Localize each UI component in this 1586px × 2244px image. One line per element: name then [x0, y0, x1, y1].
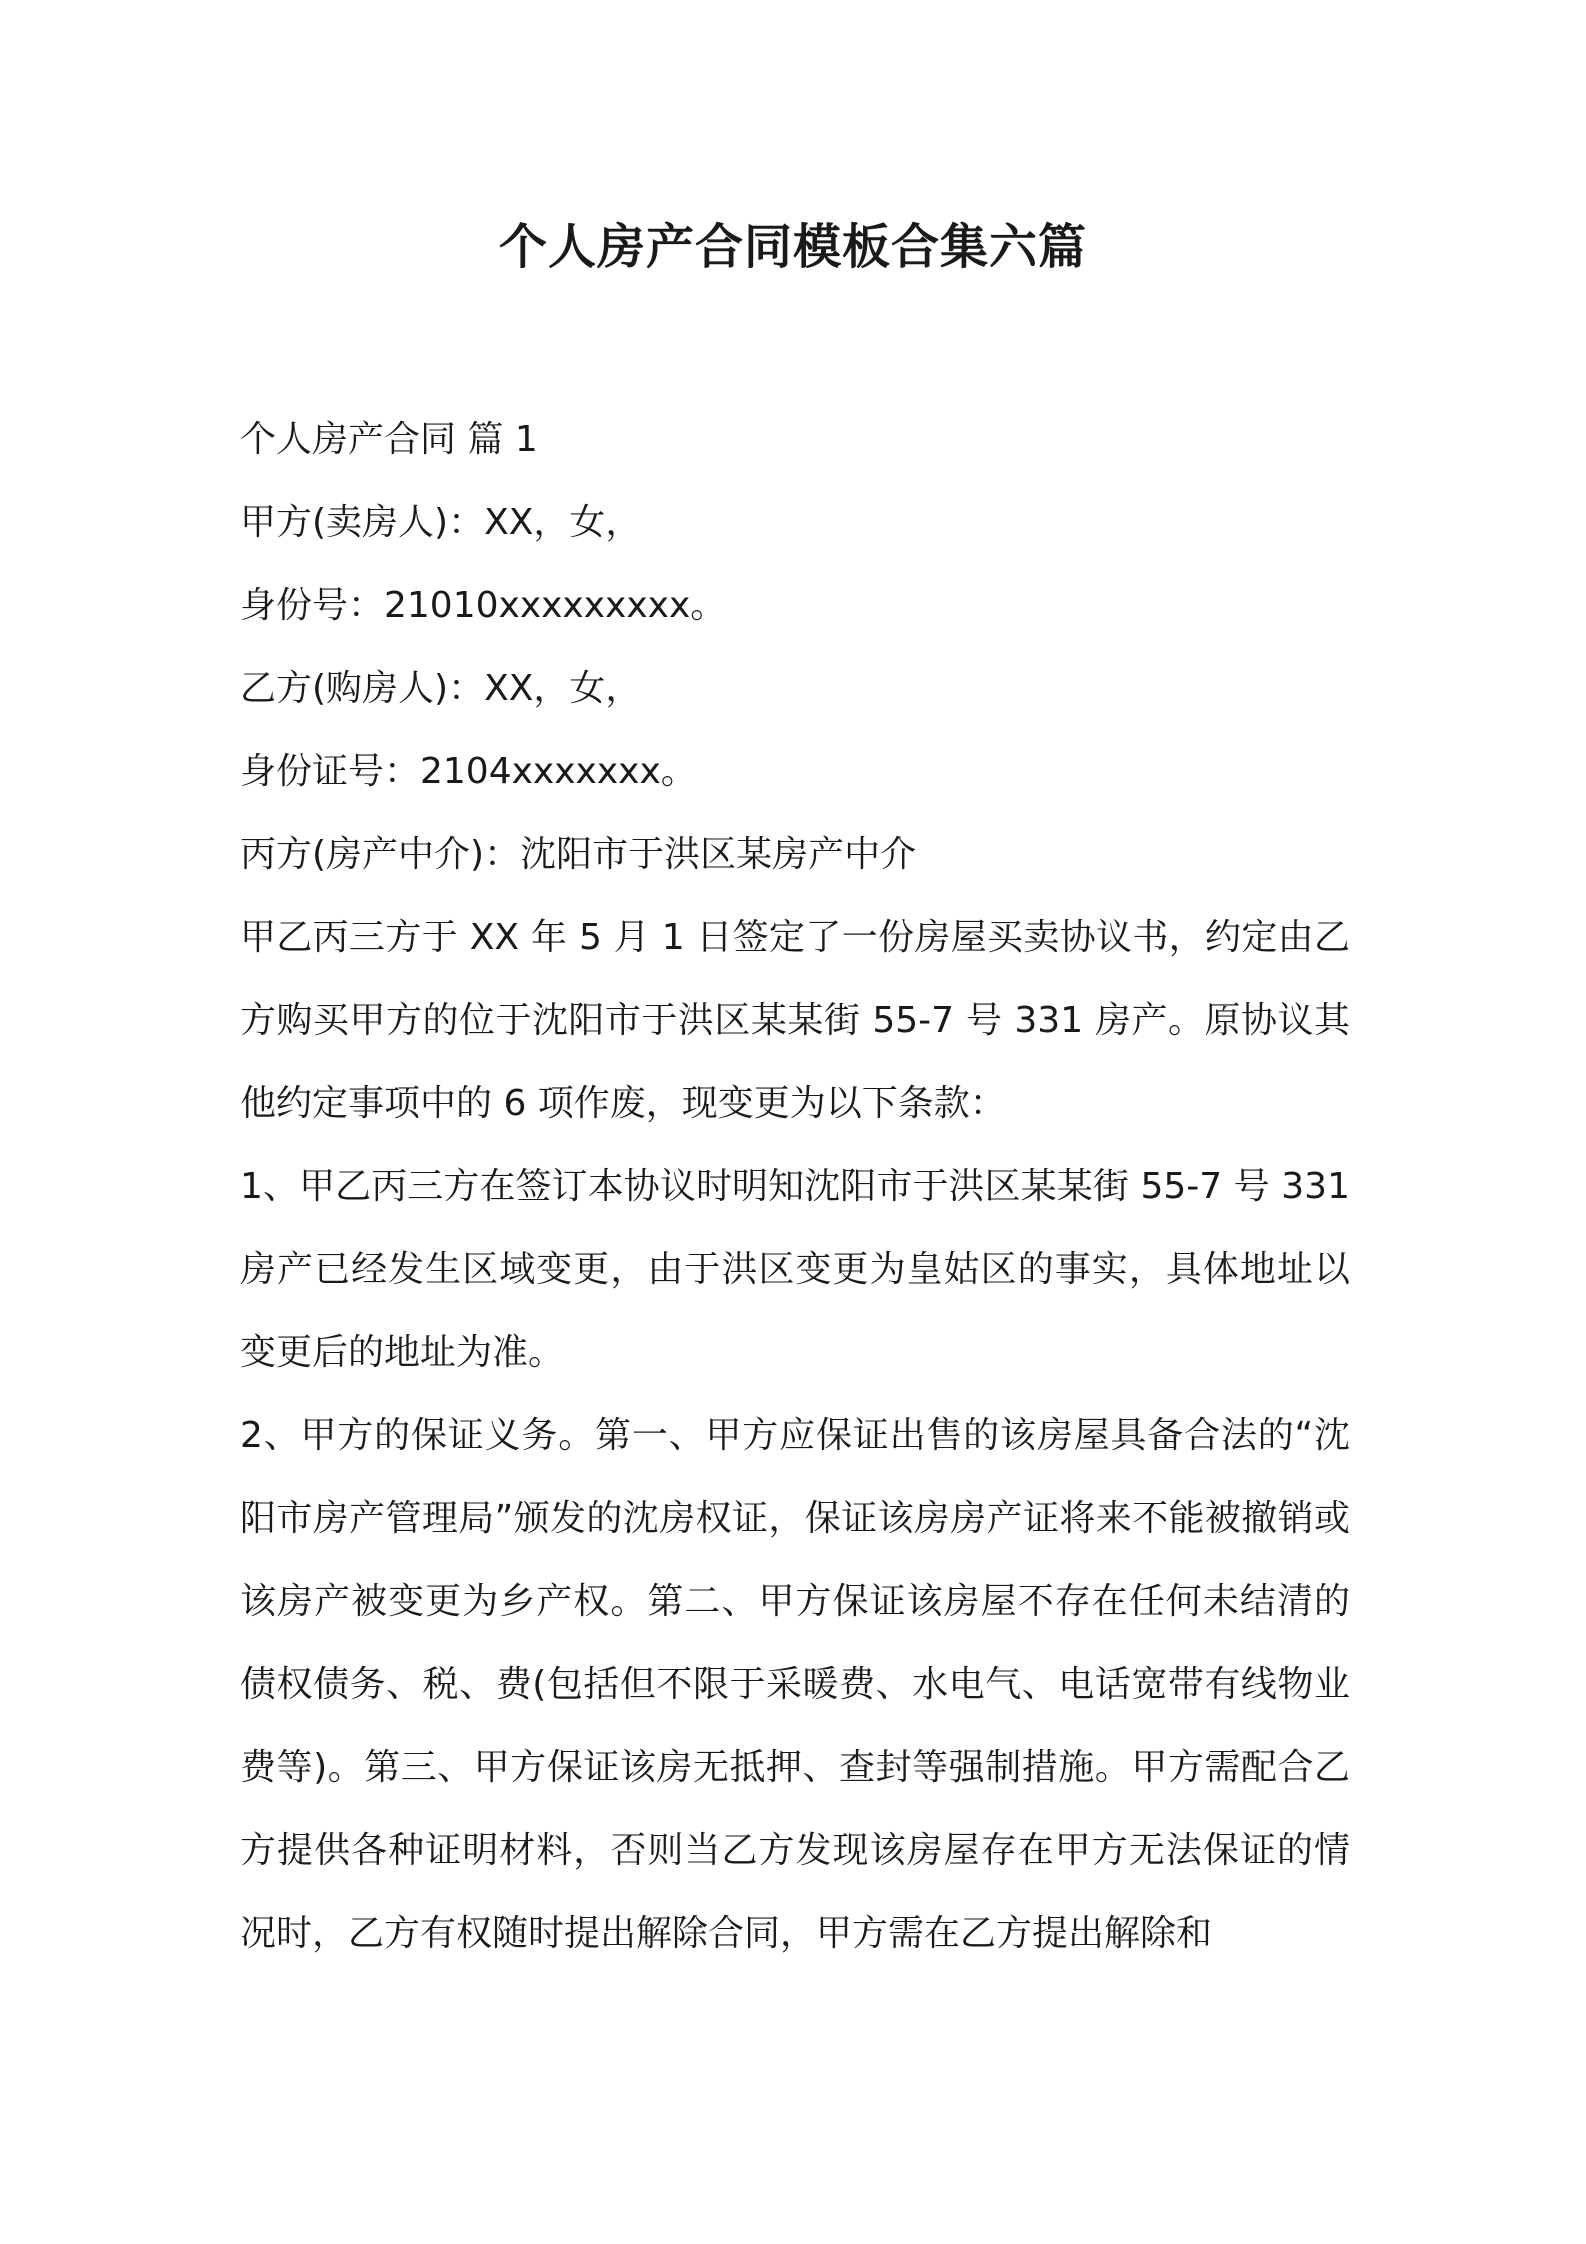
- section-heading: 个人房产合同 篇 1: [240, 419, 538, 460]
- seller-id-line: 身份号：21010xxxxxxxxx。: [240, 585, 727, 626]
- buyer-id-line: 身份证号：2104xxxxxxx。: [240, 751, 697, 792]
- clause-1-paragraph: 1、甲乙丙三方在签订本协议时明知沈阳市于洪区某某街 55-7 号 331 房产已经发生区域变更，由于洪区变更为皇姑区的事实，具体地址以变更后的地址为准。: [240, 1166, 1350, 1373]
- intro-paragraph: 甲乙丙三方于 XX 年 5 月 1 日签定了一份房屋买卖协议书，约定由乙方购买甲方的位于沈阳市于洪区某某街 55-7 号 331 房产。原协议其他约定事项中的 6 项作废，现变更为以下条款：: [240, 917, 1350, 1124]
- agent-line: 丙方(房产中介)：沈阳市于洪区某房产中介: [240, 834, 917, 875]
- seller-line: 甲方(卖房人)：XX，女，: [240, 502, 642, 543]
- buyer-line: 乙方(购房人)：XX，女，: [240, 668, 642, 709]
- document-body: [240, 398, 1350, 1975]
- clause-2-paragraph: 2、甲方的保证义务。第一、甲方应保证出售的该房屋具备合法的“沈阳市房产管理局”颁发的沈房权证，保证该房房产证将来不能被撤销或该房产被变更为乡产权。第二、甲方保证该房屋不存在任何未结清的债权债务、税、费(包括但不限于采暖费、水电气、电话宽带有线物业费等)。第三、甲方保证该房无抵押、查封等强制措施。甲方需配合乙方提供各种证明材料，否则当乙方发现该房屋存在甲方无法保证的情况时，乙方有权随时提出解除合同，甲方需在乙方提出解除和: [240, 1415, 1350, 1954]
- document-title: 个人房产合同模板合集六篇: [498, 219, 1087, 275]
